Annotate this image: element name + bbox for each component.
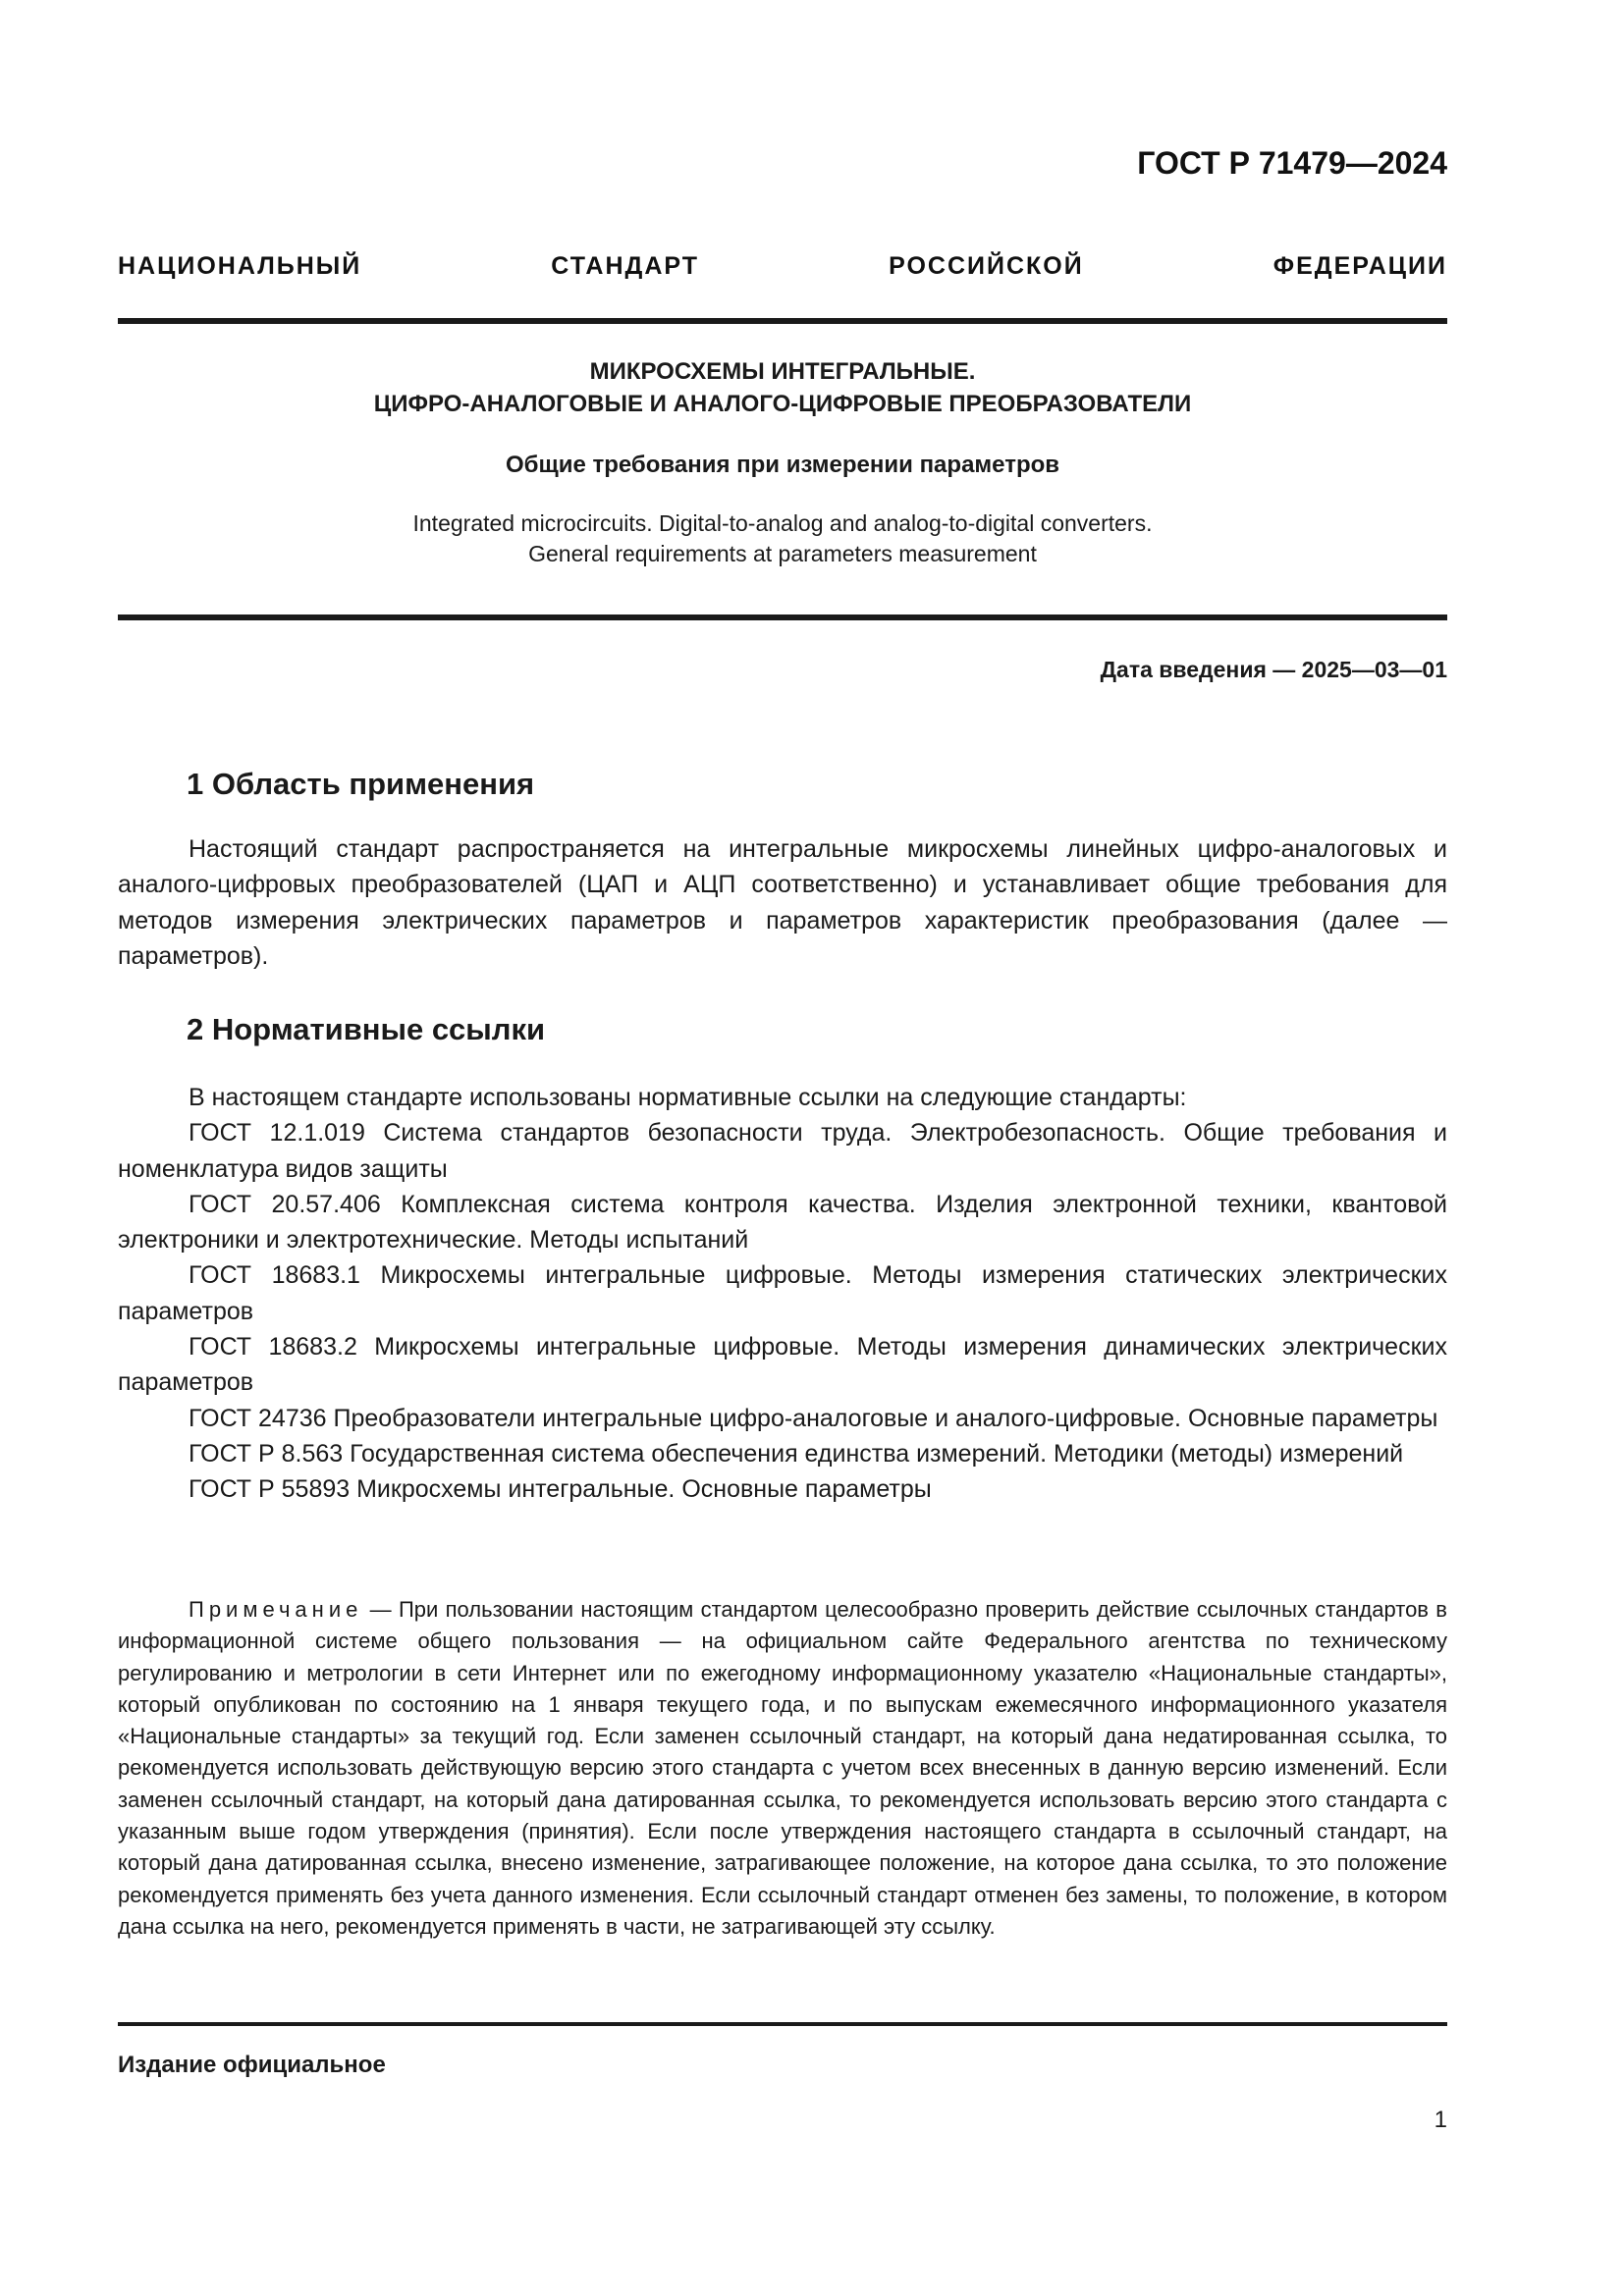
- section-1-heading: 1 Область применения: [187, 767, 535, 801]
- reference-item: ГОСТ 20.57.406 Комплексная система контроля качества. Изделия электронной техники, квантовой электроники и электротехнические. Методы испытаний: [118, 1190, 1447, 1255]
- normative-references: [118, 1080, 1447, 1508]
- reference-item: ГОСТ 24736 Преобразователи интегральные цифро-аналоговые и аналого-цифровые. Основные параметры: [189, 1404, 1438, 1432]
- title-subtitle: Общие требования при измерении параметров: [505, 452, 1060, 478]
- reference-item: ГОСТ 12.1.019 Система стандартов безопасности труда. Электробезопасность. Общие требования и номенклатура видов защиты: [118, 1119, 1447, 1183]
- title-block: [118, 355, 1447, 569]
- official-edition-label: Издание официальное: [118, 2052, 386, 2078]
- title-line-1: МИКРОСХЕМЫ ИНТЕГРАЛЬНЫЕ.: [589, 358, 976, 385]
- reference-item: ГОСТ 18683.1 Микросхемы интегральные цифровые. Методы измерения статических электрических параметров: [118, 1261, 1447, 1325]
- references-intro: В настоящем стандарте использованы нормативные ссылки на следующие стандарты:: [189, 1084, 1187, 1111]
- page-number: 1: [1434, 2107, 1447, 2133]
- national-standard-title: НАЦИОНАЛЬНЫЙ СТАНДАРТ РОССИЙСКОЙ ФЕДЕРАЦИИ: [118, 252, 1447, 280]
- english-title-line-2: General requirements at parameters measurement: [528, 541, 1037, 566]
- title-line-2: ЦИФРО-АНАЛОГОВЫЕ И АНАЛОГО-ЦИФРОВЫЕ ПРЕОБРАЗОВАТЕЛИ: [373, 391, 1192, 417]
- top-divider: [118, 318, 1447, 324]
- section-2-heading: 2 Нормативные ссылки: [187, 1012, 546, 1046]
- note-label: Примечание: [189, 1597, 363, 1622]
- english-title: [118, 508, 1447, 569]
- note-text: — При пользовании настоящим стандартом целесообразно проверить действие ссылочных стандартов в информационной системе общего пользования — на официальном сайте Федерального агентства по техническому регулированию и метрологии в сети Интернет или по ежегодному информационному указателю «Национальные стандарты», который опубликован по состоянию на 1 января текущего года, и по выпускам ежемесячного информационного указателя «Национальные стандарты» за текущий год. Если заменен ссылочный стандарт, на который дана недатированная ссылка, то рекомендуется использовать действующую версию этого стандарта с учетом всех внесенных в данную версию изменений. Если заменен ссылочный стандарт, на который дана датированная ссылка, то рекомендуется использовать версию этого стандарта с указанным выше годом утверждения (принятия). Если после утверждения настоящего стандарта в ссылочный стандарт, на который дана датированная ссылка, внесено изменение, затрагивающее положение, на которое дана ссылка, то это положение рекомендуется применять без учета данного изменения. Если ссылочный стандарт отменен без замены, то положение, в котором дана ссылка на него, рекомендуется применять в части, не затрагивающей эту ссылку.: [118, 1597, 1447, 1939]
- introduction-date: Дата введения — 2025—03—01: [1100, 657, 1447, 682]
- section-1-text: Настоящий стандарт распространяется на интегральные микросхемы линейных цифро-аналоговых и аналого-цифровых преобразователей (ЦАП и АЦП соответственно) и устанавливает общие требования для методов измерения электрических параметров и параметров характеристик преобразования (далее — параметров).: [118, 835, 1447, 970]
- gost-id: ГОСТ Р 71479—2024: [1137, 145, 1447, 181]
- title-divider: [118, 614, 1447, 620]
- reference-item: ГОСТ Р 8.563 Государственная система обеспечения единства измерений. Методики (методы) измерений: [189, 1439, 1404, 1468]
- english-title-line-1: Integrated microcircuits. Digital-to-analog and analog-to-digital converters.: [412, 510, 1153, 536]
- references-note: [118, 1594, 1447, 1943]
- reference-item: ГОСТ 18683.2 Микросхемы интегральные цифровые. Методы измерения динамических электрических параметров: [118, 1333, 1447, 1397]
- footer-divider: [118, 2022, 1447, 2026]
- reference-item: ГОСТ Р 55893 Микросхемы интегральные. Основные параметры: [189, 1475, 932, 1504]
